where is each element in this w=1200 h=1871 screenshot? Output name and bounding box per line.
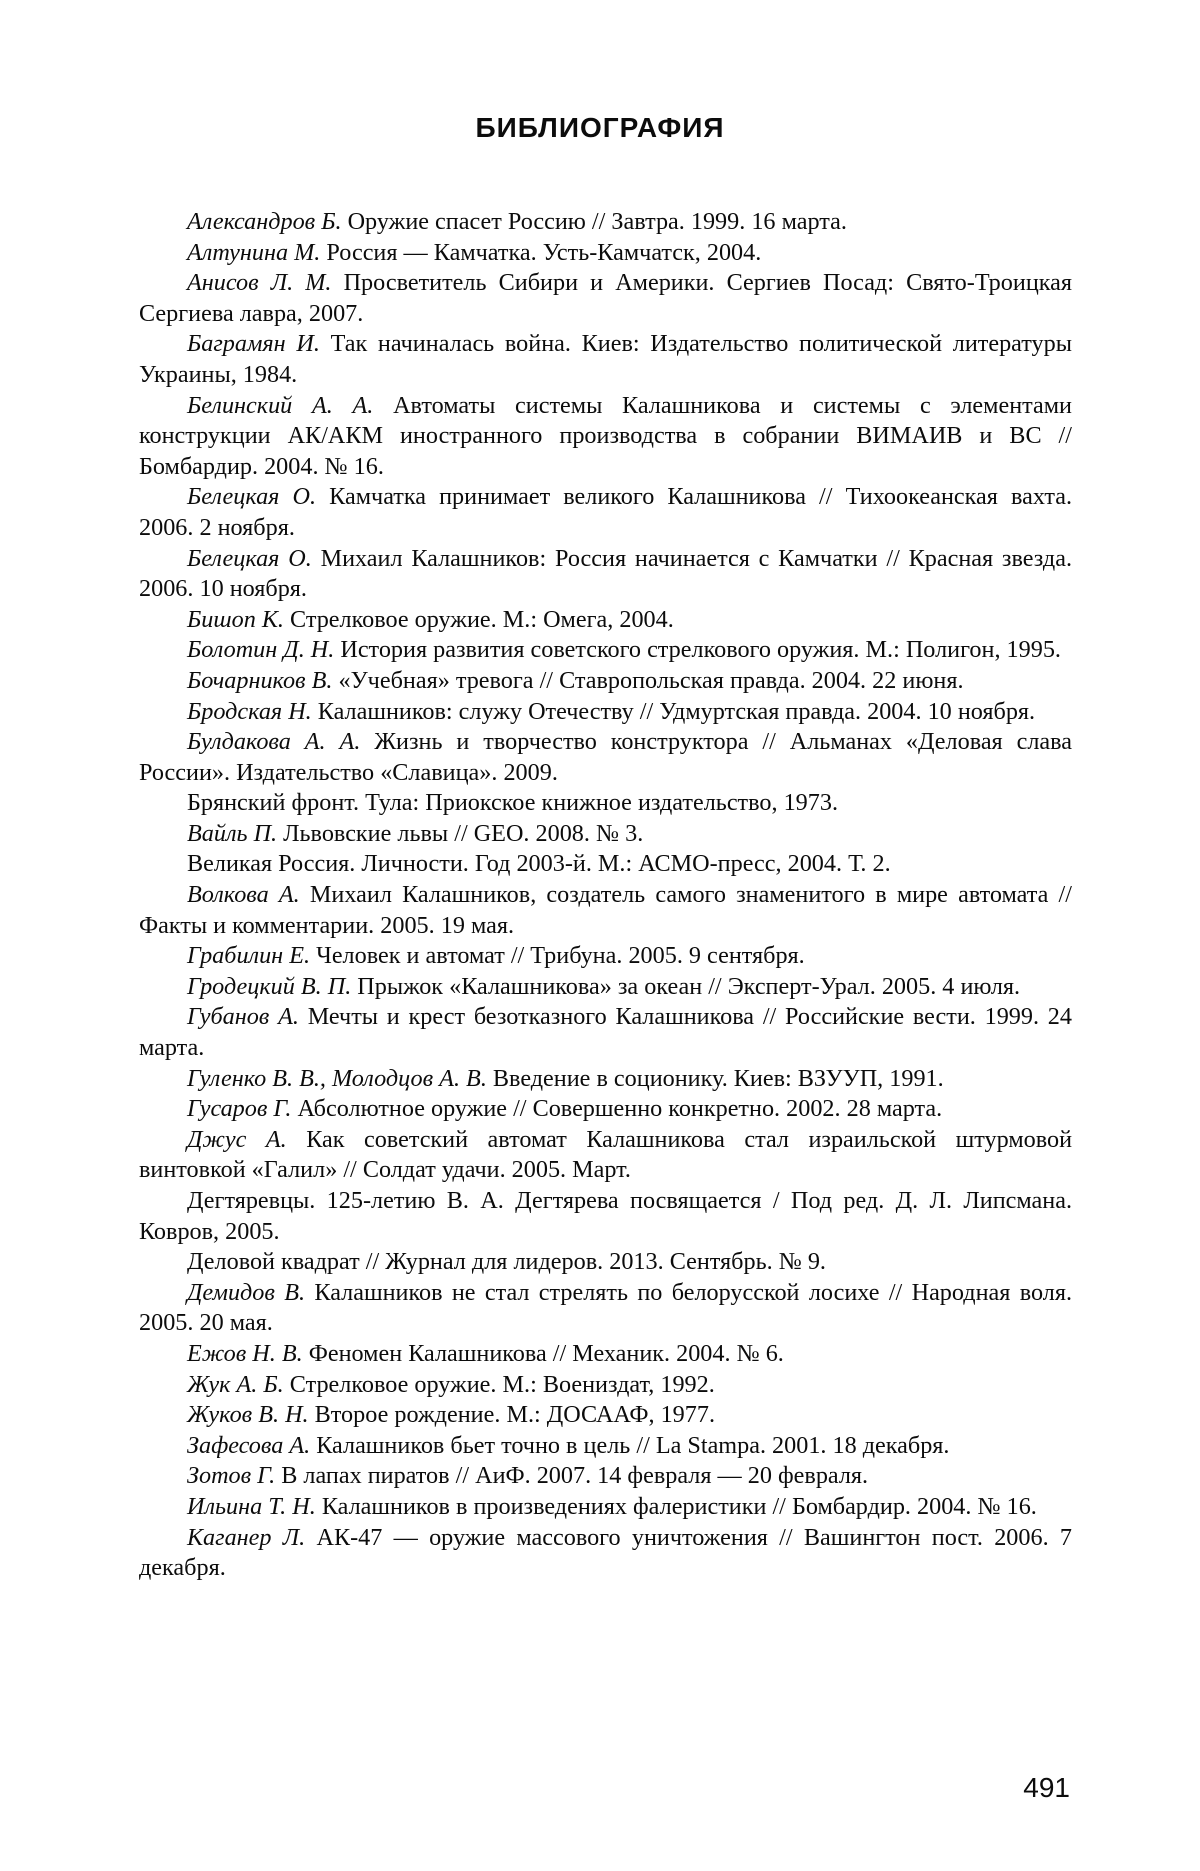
entry-author: Ильина Т. Н. <box>187 1492 316 1520</box>
entry-text: Михаил Калашников, создатель самого знаменитого в мире автомата // Факты и комментарии. 2005. 19 мая. <box>139 881 1072 939</box>
bibliography-entry <box>139 1125 1072 1186</box>
entry-text: Мечты и крест безотказного Калашникова // Российские вести. 1999. 24 марта. <box>139 1003 1072 1062</box>
entry-author: Бишоп К. <box>187 605 284 633</box>
entry-text: Дегтяревцы. 125-летию В. А. Дегтярева посвящается / Под ред. Д. Л. Липсмана. Ковров, 2005. <box>139 1187 1072 1245</box>
entry-text: Калашников не стал стрелять по белорусской лосихе // Народная воля. 2005. 20 мая. <box>139 1278 1073 1337</box>
entry-text: Жизнь и творчество конструктора // Альманах «Деловая слава России». Издательство «Славица». 2009. <box>139 728 1072 786</box>
bibliography-entry <box>139 727 1072 788</box>
bibliography-entry <box>139 1278 1072 1339</box>
entry-text: АК-47 — оружие массового уничтожения // Вашингтон пост. 2006. 7 декабря. <box>139 1523 1072 1582</box>
page-number: 491 <box>1023 1772 1070 1803</box>
entry-author: Анисов Л. М. <box>187 269 332 297</box>
entry-text: Введение в соционику. Киев: ВЗУУП, 1991. <box>492 1064 944 1092</box>
bibliography-entry <box>139 697 1072 728</box>
entry-author: Гродецкий В. П. <box>187 972 352 1000</box>
bibliography-entry <box>139 605 1072 636</box>
bibliography-entry <box>139 1492 1072 1523</box>
bibliography-entry <box>139 1400 1072 1431</box>
entry-author: Губанов А. <box>187 1003 299 1031</box>
bibliography-entry <box>139 238 1072 269</box>
entry-text: Камчатка принимает великого Калашникова // Тихоокеанская вахта. 2006. 2 ноября. <box>139 483 1073 541</box>
entry-text: Как советский автомат Калашникова стал израильской штурмовой винтовкой «Галил» // Солдат удачи. 2005. Март. <box>139 1125 1073 1184</box>
entry-author: Вайль П. <box>187 819 278 847</box>
entry-text: Оружие спасет Россию // Завтра. 1999. 16 марта. <box>347 208 847 235</box>
entry-author: Грабилин Е. <box>187 942 311 970</box>
bibliography-entry <box>139 635 1072 666</box>
entry-text: Деловой квадрат // Журнал для лидеров. 2013. Сентябрь. № 9. <box>187 1248 826 1276</box>
bibliography-entry <box>139 1461 1072 1492</box>
entry-author: Бочарников В. <box>187 666 333 694</box>
bibliography-entry <box>139 1523 1072 1584</box>
bibliography-entry <box>139 788 1072 819</box>
entry-text: Стрелковое оружие. М.: Воениздат, 1992. <box>289 1370 715 1398</box>
entry-author: Каганер Л. <box>187 1523 306 1551</box>
bibliography-entry <box>139 1431 1072 1462</box>
entry-author: Алтунина М. <box>187 238 321 266</box>
page-title: БИБЛИОГРАФИЯ <box>475 112 725 143</box>
entry-author: Гусаров Г. <box>187 1095 292 1123</box>
entry-author: Баграмян И. <box>187 330 320 358</box>
entry-author: Гуленко В. В., Молодцов А. В. <box>187 1064 487 1092</box>
entry-text: Львовские львы // GEO. 2008. № 3. <box>283 819 644 847</box>
bibliography-entry <box>139 1339 1072 1370</box>
entry-text: Калашников: служу Отечеству // Удмуртская правда. 2004. 10 ноября. <box>317 697 1036 725</box>
bibliography-entry <box>139 329 1072 390</box>
bibliography-entry <box>139 207 1072 238</box>
entry-author: Бродская Н. <box>187 697 312 725</box>
bibliography-entry <box>139 1186 1072 1247</box>
entry-text: Второе рождение. М.: ДОСААФ, 1977. <box>314 1401 715 1429</box>
entry-text: Так начиналась война. Киев: Издательство политической литературы Украины, 1984. <box>139 330 1072 388</box>
entry-text: Михаил Калашников: Россия начинается с Камчатки // Красная звезда. 2006. 10 ноября. <box>139 544 1072 603</box>
entry-text: Великая Россия. Личности. Год 2003-й. М.: АСМО-пресс, 2004. Т. 2. <box>187 850 891 878</box>
entry-text: Феномен Калашникова // Механик. 2004. № 6. <box>308 1339 784 1367</box>
entry-author: Жук А. Б. <box>187 1370 284 1398</box>
entry-text: Калашников в произведениях фалеристики // Бомбардир. 2004. № 16. <box>321 1492 1037 1520</box>
entry-text: В лапах пиратов // АиФ. 2007. 14 февраля — 20 февраля. <box>281 1462 869 1490</box>
bibliography-entry <box>139 268 1072 329</box>
entry-author: Белинский А. А. <box>187 391 374 419</box>
bibliography-entry <box>139 880 1072 941</box>
entry-text: «Учебная» тревога // Ставропольская правда. 2004. 22 июня. <box>338 666 964 694</box>
entry-author: Зафесова А. <box>187 1431 311 1459</box>
bibliography-list <box>139 207 1072 1584</box>
entry-text: Брянский фронт. Тула: Приокское книжное издательство, 1973. <box>187 789 838 817</box>
entry-text: Россия — Камчатка. Усть-Камчатск, 2004. <box>326 238 762 266</box>
entry-author: Волкова А. <box>187 881 300 909</box>
entry-text: Стрелковое оружие. М.: Омега, 2004. <box>290 605 674 633</box>
bibliography-entry <box>139 1247 1072 1278</box>
entry-author: Джус А. <box>187 1125 287 1153</box>
bibliography-entry <box>139 972 1072 1003</box>
entry-author: Жуков В. Н. <box>187 1401 309 1429</box>
entry-text: Прыжок «Калашникова» за океан // Эксперт-Урал. 2005. 4 июля. <box>357 972 1021 1000</box>
bibliography-entry <box>139 941 1072 972</box>
entry-author: Александров Б. <box>187 208 342 235</box>
entry-text: Просветитель Сибири и Америки. Сергиев Посад: Свято-Троицкая Сергиева лавра, 2007. <box>139 269 1073 327</box>
bibliography-entry <box>139 819 1072 850</box>
entry-text: Человек и автомат // Трибуна. 2005. 9 сентября. <box>316 942 805 970</box>
entry-author: Ежов Н. В. <box>187 1339 303 1367</box>
entry-author: Белецкая О. <box>187 483 317 511</box>
bibliography-entry <box>139 1370 1072 1401</box>
entry-text: Калашников бьет точно в цель // La Stampa. 2001. 18 декабря. <box>316 1431 950 1459</box>
bibliography-entry <box>139 1064 1072 1095</box>
bibliography-entry <box>139 1094 1072 1125</box>
entry-author: Болотин Д. Н. <box>187 636 335 664</box>
entry-text: Автоматы системы Калашникова и системы с элементами конструкции АК/АКМ иностранного производства в собрании ВИМАИВ и ВС // Бомбардир. 2004. № 16. <box>139 391 1072 480</box>
entry-author: Булдакова А. А. <box>187 728 361 756</box>
bibliography-entry <box>139 482 1072 543</box>
entry-text: История развития советского стрелкового оружия. М.: Полигон, 1995. <box>340 636 1061 664</box>
bibliography-entry <box>139 849 1072 880</box>
bibliography-entry <box>139 666 1072 697</box>
entry-author: Демидов В. <box>187 1278 306 1306</box>
bibliography-entry <box>139 544 1072 605</box>
bibliography-entry <box>139 1002 1072 1063</box>
entry-text: Абсолютное оружие // Совершенно конкретно. 2002. 28 марта. <box>297 1095 943 1123</box>
entry-author: Белецкая О. <box>187 544 312 572</box>
entry-author: Зотов Г. <box>187 1462 276 1490</box>
bibliography-entry <box>139 391 1072 483</box>
